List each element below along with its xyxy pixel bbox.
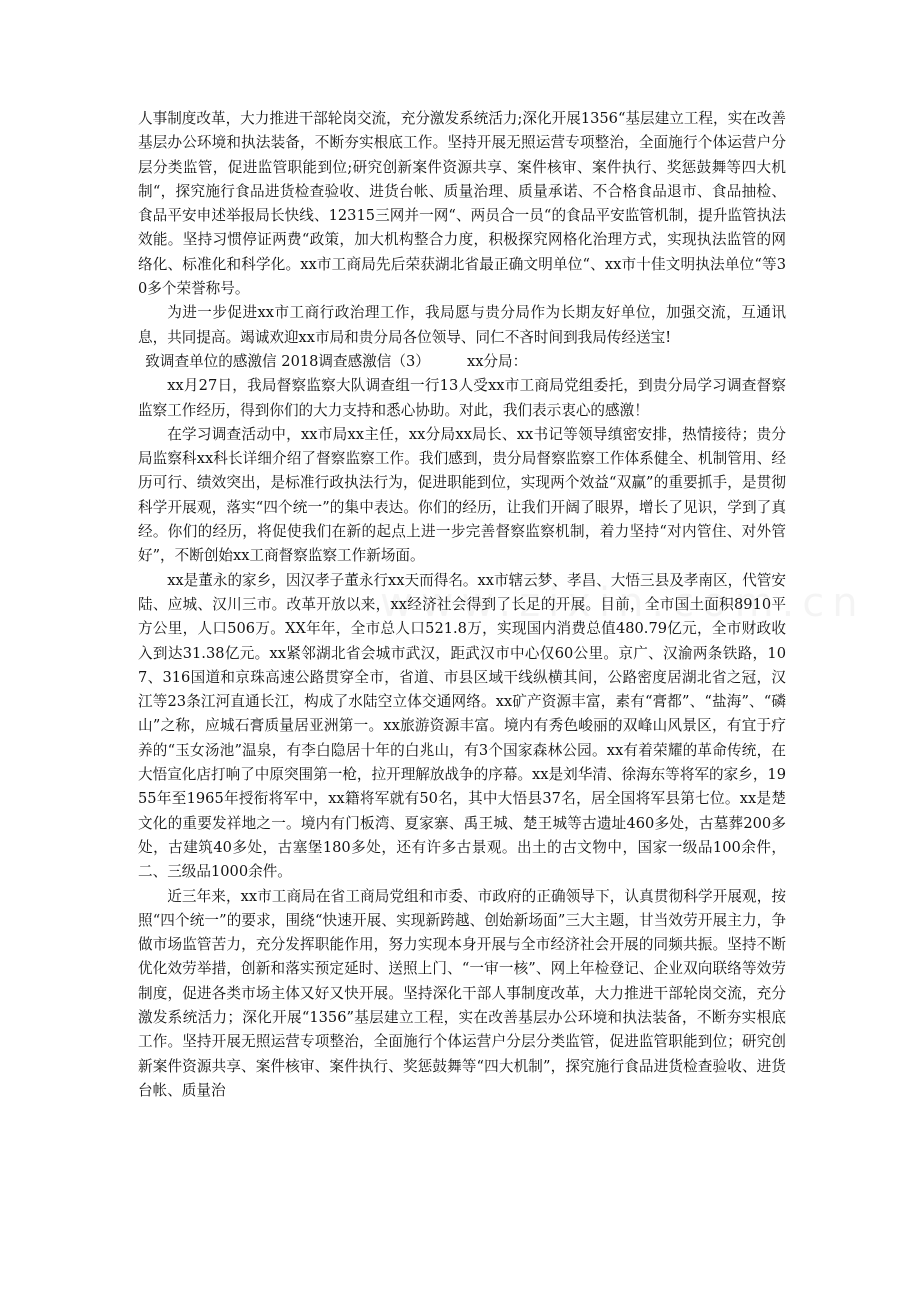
paragraph-thanks: xx月27日，我局督察监察大队调查组一行13人受xx市工商局党组委托，到贵分局学习调查督察监察工作经历，得到你们的大力支持和悉心协助。对此，我们表示衷心的感激！ [138, 377, 786, 419]
paragraph-reform-continuation: 人事制度改革，大力推进干部轮岗交流，充分激发系统活力;深化开展1356“基层建立工程，实在改善基层办公环境和执法装备，不断夯实根底工作。坚持开展无照运营专项整治，全面施行个体运营户分层分类监管，促进监管职能到位;研究创新案件资源共享、案件核审、案件执行、奖惩鼓舞等四大机制“，探究施行食品进货检查验收、进货台帐、质量治理、质量承诺、不合格食品退市、食品抽检、食品平安申述举报局长快线、12315三网并一网“、两员合一员“的食品平安监管机制，提升监管执法效能。坚持习惯停证两费“政策，加大机构整合力度，积极探究网格化治理方式，实现执法监管的网络化、标准化和科学化。xx市工商局先后荣获湖北省最正确文明单位“、xx市十佳文明执法单位“等30多个荣誉称号。 [138, 110, 786, 298]
paragraph-study-visit: 在学习调查活动中，xx市局xx主任，xx分局xx局长、xx书记等领导缜密安排，热情接待；贵分局监察科xx科长详细介绍了督察监察工作。我们感到，贵分局督察监察工作体系健全、机制管用、经历可行、绩效突出，是标准行政执法行为，促进职能到位，实现两个效益“双赢”的重要抓手，是贯彻科学开展观，落实“四个统一”的集中表达。你们的经历，让我们开阔了眼界，增长了见识，学到了真经。你们的经历，将促使我们在新的起点上进一步完善督察监察机制，着力坚持“对内管住、对外管好”，不断创始xx工商督察监察工作新场面。 [138, 425, 786, 565]
letter-heading: 致调查单位的感激信 2018调查感激信（3） xx分局： [145, 352, 528, 370]
document-body [138, 107, 786, 1103]
paragraph-invitation: 为进一步促进xx市工商行政治理工作，我局愿与贵分局作为长期友好单位，加强交流，互通讯息，共同提高。竭诚欢迎xx市局和贵分局各位领导、同仁不吝时间到我局传经送宝! [138, 304, 786, 346]
paragraph-city-introduction: xx是董永的家乡，因汉孝子董永行xx天而得名。xx市辖云梦、孝昌、大悟三县及孝南区，代管安陆、应城、汉川三市。改革开放以来，xx经济社会得到了长足的开展。目前，全市国土面积8910平方公里，人口506万。XX年年，全市总人口521.8万，实现国内消费总值480.79亿元，全市财政收入到达31.38亿元。xx紧邻湖北省会城市武汉，距武汉市中心仅60公里。京广、汉渝两条铁路，107、316国道和京珠高速公路贯穿全市，省道、市县区域干线纵横其间，公路密度居湖北省之冠，汉江等23条江河直通长江，构成了水陆空立体交通网络。xx矿产资源丰富，素有“膏都”、“盐海”、“磷山”之称，应城石膏质量居亚洲第一。xx旅游资源丰富。境内有秀色峻丽的双峰山风景区，有宜于疗养的“玉女汤池”温泉，有李白隐居十年的白兆山，有3个国家森林公园。xx有着荣耀的革命传统，在大悟宣化店打响了中原突围第一枪，拉开理解放战争的序幕。xx是刘华清、徐海东等将军的家乡，1955年至1965年授衔将军中，xx籍将军就有50名，其中大悟县37名，居全国将军县第七位。xx是楚文化的重要发祥地之一。境内有门板湾、夏家寨、禹王城、楚王城等古遗址460多处，古墓葬200多处，古建筑40多处，古塞堡180多处，还有许多古景观。出土的古文物中，国家一级品100余件，二、三级品1000余件。 [138, 571, 786, 881]
paragraph-bureau-achievements: 近三年来，xx市工商局在省工商局党组和市委、市政府的正确领导下，认真贯彻科学开展观，按照“四个统一”的要求，围绕“快速开展、实现新跨越、创始新场面”三大主题，甘当效劳开展主力，争做市场监管苦力，充分发挥职能作用，努力实现本身开展与全市经济社会开展的同频共振。坚持不断优化效劳举措，创新和落实预定延时、送照上门、“一审一核”、网上年检登记、企业双向联络等效劳制度，促进各类市场主体又好又快开展。坚持深化干部人事制度改革，大力推进干部轮岗交流，充分激发系统活力；深化开展“1356”基层建立工程，实在改善基层办公环境和执法装备，不断夯实根底工作。坚持开展无照运营专项整治，全面施行个体运营户分层分类监管，促进监管职能到位；研究创新案件资源共享、案件核审、案件执行、奖惩鼓舞等“四大机制”，探究施行食品进货检查验收、进货台帐、质量治 [138, 887, 786, 1099]
